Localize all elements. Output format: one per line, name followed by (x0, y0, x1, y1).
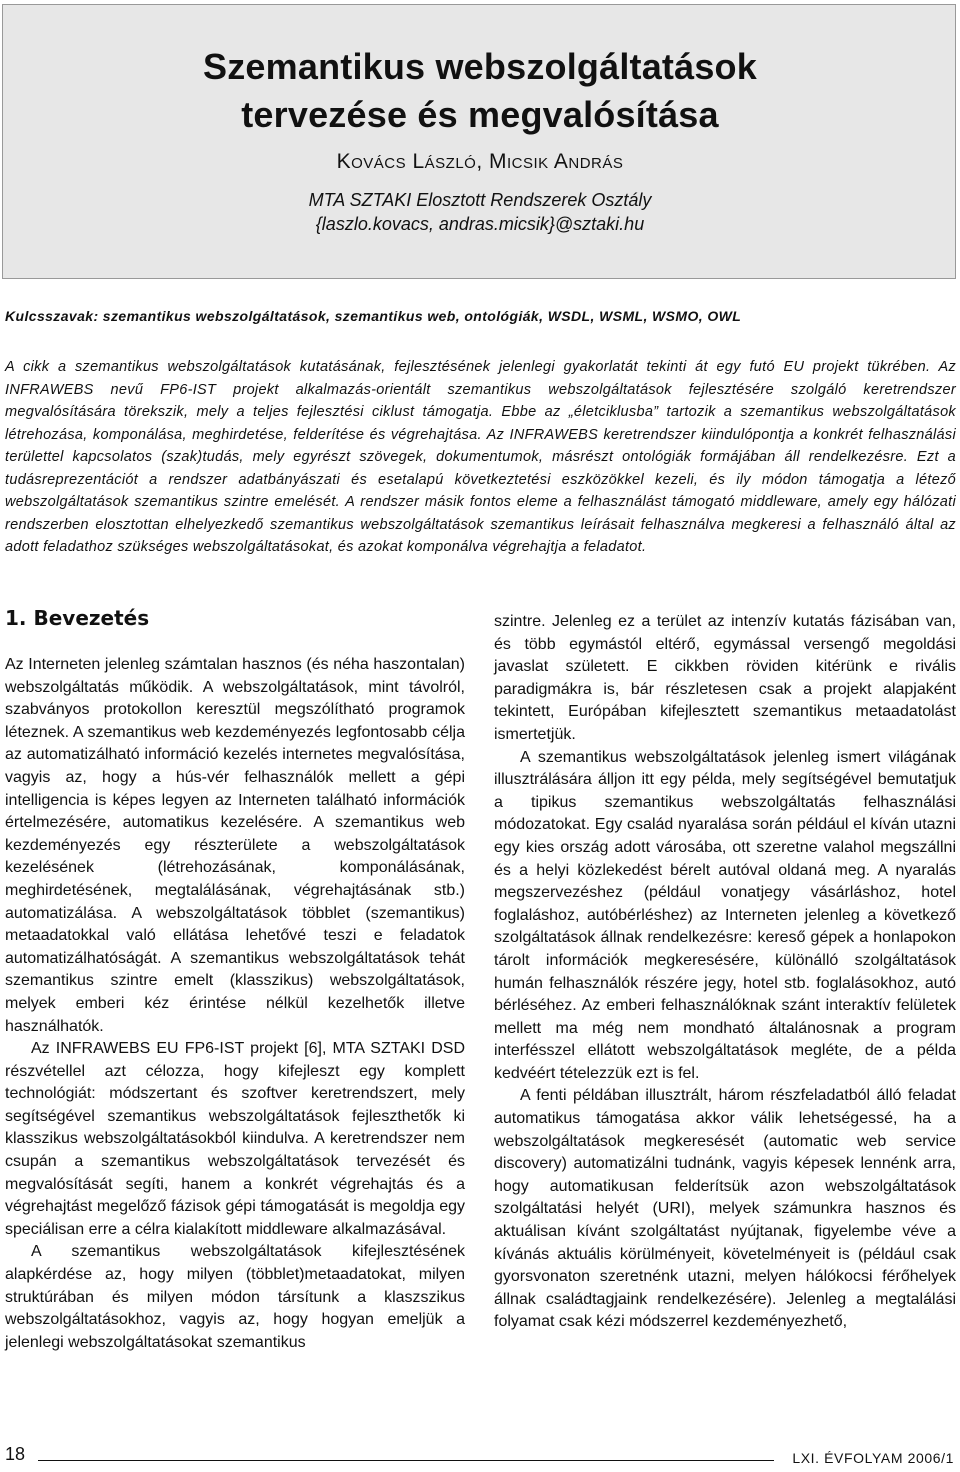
section-heading: 1. Bevezetés (5, 606, 150, 630)
paper-authors: Kovács László, Micsik András (336, 150, 624, 173)
body-paragraph: A fenti példában illusztrált, három részfeladatból álló feladat automatikus támogatása akkor válik lehetségessé, ha a webszolgáltatások megkeresését (automatic web service discovery) automatizálni tudnánk, vagyis képesek lennénk arra, hogy automatikusan felderítsük azon webszolgáltatások szolgáltatási helyét (URI), melyek számunkra hasznos és aktuálisan kívánt szolgáltatást nyújtanak, figyelembe véve a kívánás aktuális körülményeit, követelményeit is (például csak gyorsvonaton szeretnénk utazni, melyen hálókocsi férőhelyek állnak családtagjaink rendelkezésére). Jelenleg a megtalálási folyamat csak kézi módszerrel kezdeményezhető, (494, 1087, 956, 1331)
page-number: 18 (5, 1444, 26, 1464)
body-paragraph: szintre. Jelenleg ez a terület az intenzív kutatás fázisában van, és több egymástól eltérő, egymással versengő megoldási javaslat született. E cikkben röviden kitérünk e rivális paradigmákra is, bár részletesen csak a projekt alapjaként tekintett, Európában kifejlesztett szemantikus metaadatolást ismertetjük. (494, 613, 956, 743)
right-column (494, 611, 956, 1334)
keywords-line: Kulcsszavak: szemantikus webszolgáltatások, szemantikus web, ontológiák, WSDL, WSML, WSMO, OWL (5, 308, 742, 324)
body-paragraph: A szemantikus webszolgáltatások jelenleg ismert világának illusztrálására álljon itt egy példa, mely segítségével bemutatjuk a tipikus szemantikus webszolgáltatás felhasználási módozatokat. Egy család nyaralása során például el kíván utazni egy kies ország adott városába, ott szeretne valahol megszállni és a helyi közlekedést bérelt autóval oldaná meg. A nyaralás megszervezéshez (például vonatjegy vásárláshoz, hotel foglaláshoz, autóbérléshez) az Interneten jelenleg a következő szolgáltatások állnak rendelkezésre: kereső gépek a honlapokon tárolt információk megkeresésére, különálló szolgáltatások humán felhasználók részére jegy, hotel stb. foglalásokhoz, autó bérléséhez. Az emberi felhasználóknak szánt interaktív felületek mellett ma még nem mondható általánosnak a program interfésszel ellátott webszolgáltatások megléte, de a példa kedvéért tételezzük ezt is fel. (494, 748, 956, 1082)
paper-title-line-1: Szemantikus webszolgáltatások (203, 46, 757, 87)
body-paragraph: A szemantikus webszolgáltatások kifejlesztésének alapkérdése az, hogy milyen (többlet)metaadatokat, milyen struktúrában és milyen módon társítunk a klaszszikus webszolgáltatásokhoz, vagyis az, hogy hogyan emeljük a jelenlegi webszolgáltatásokat szemantikus (5, 1243, 465, 1351)
paper-title-line-2: tervezése és megvalósítása (241, 94, 719, 135)
author-affiliation: MTA SZTAKI Elosztott Rendszerek Osztály (308, 190, 652, 210)
left-column (5, 604, 465, 1354)
abstract (5, 356, 956, 559)
abstract-text: A cikk a szemantikus webszolgáltatások kutatásának, fejlesztésének jelenlegi gyakorlatát tekinti át egy futó EU projekt tükrében. Az INFRAWEBS nevű FP6-IST projekt alkalmazás-orientált szemantikus webszolgáltatások fejlesztésére szolgáló keretrendszer megvalósítására törekszik, mely a teljes fejlesztési ciklust támogatja. Ebbe az „életciklusba” tartozik a szemantikus webszolgáltatások létrehozása, komponálása, meghirdetése, felderítése és végrehajtása. Az INFRAWEBS keretrendszer kiindulópontja a konkrét felhasználási területtel kapcsolatos (szak)tudás, mely egyrészt szövegek, dokumentumok, másrészt ontológiák formájában áll rendelkezésre. Ezt a tudásreprezentációt a rendszer adatbányászati és esetalapú következtetési eszközökkel kezeli, és ily módon támogatja a létező webszolgáltatások szemantikus szintre emelését. A rendszer másik fontos eleme a felhasználást támogató middleware, amely egy hálózati rendszerben elosztottan elhelyezkedő szemantikus webszolgáltatások szemantikus leírásait felhasználva megkeresi a felhasználó által az adott feladathoz szükséges webszolgáltatásokat, és azokat komponálva végrehajtja a feladatot. (5, 359, 956, 555)
body-paragraph: Az Interneten jelenleg számtalan hasznos (és néha haszontalan) webszolgáltatás működik. A webszolgáltatások, mint távolról, szabványos protokollon keresztül megszólítható programok léteznek. A szemantikus web kezdeményezés legfontosabb célja az automatizálható információ kezelés internetes megvalósítása, vagyis az, hogy a hús-vér felhasználók mellett a gépi intelligencia is képes legyen az Interneten található információk értelmezésére, automatikus kezelésére. A szemantikus web kezdeményezés egy részterülete a webszolgáltatások kezelésének (létrehozásának, komponálásának, meghirdetésének, megtalálásának, végrehajtásának stb.) automatizálása. A webszolgáltatások többlet (szemantikus) metaadatokkal való ellátása lehetővé teszi e feladatok automatizálhatóságát. A szemantikus webszolgáltatások tehát szemantikus szintre emelt (klasszikus) webszolgáltatások, melyek emberi kéz érintése nélkül kezelhetők illetve használhatók. (5, 656, 465, 1035)
author-emails: {laszlo.kovacs, andras.micsik}@sztaki.hu (315, 214, 645, 234)
journal-issue: LXI. ÉVFOLYAM 2006/1 (792, 1450, 954, 1466)
body-paragraph: Az INFRAWEBS EU FP6-IST projekt [6], MTA SZTAKI DSD részvétellel azt célozza, hogy kifejleszt egy komplett technológiát: módszertant és szoftver keretrendszert, mely segítségével szemantikus webszolgáltatások fejleszthetők ki klasszikus webszolgáltatásokból kiindulva. A keretrendszer nem csupán a szemantikus webszolgáltatások tervezését és megvalósítását segíti, hanem a konkrét végrehajtás és a végrehajtást megelőző fázisok gépi támogatását is megoldja egy speciálisan erre a célra kialakított middleware alkalmazásával. (5, 1040, 465, 1238)
footer-rule (38, 1460, 774, 1461)
